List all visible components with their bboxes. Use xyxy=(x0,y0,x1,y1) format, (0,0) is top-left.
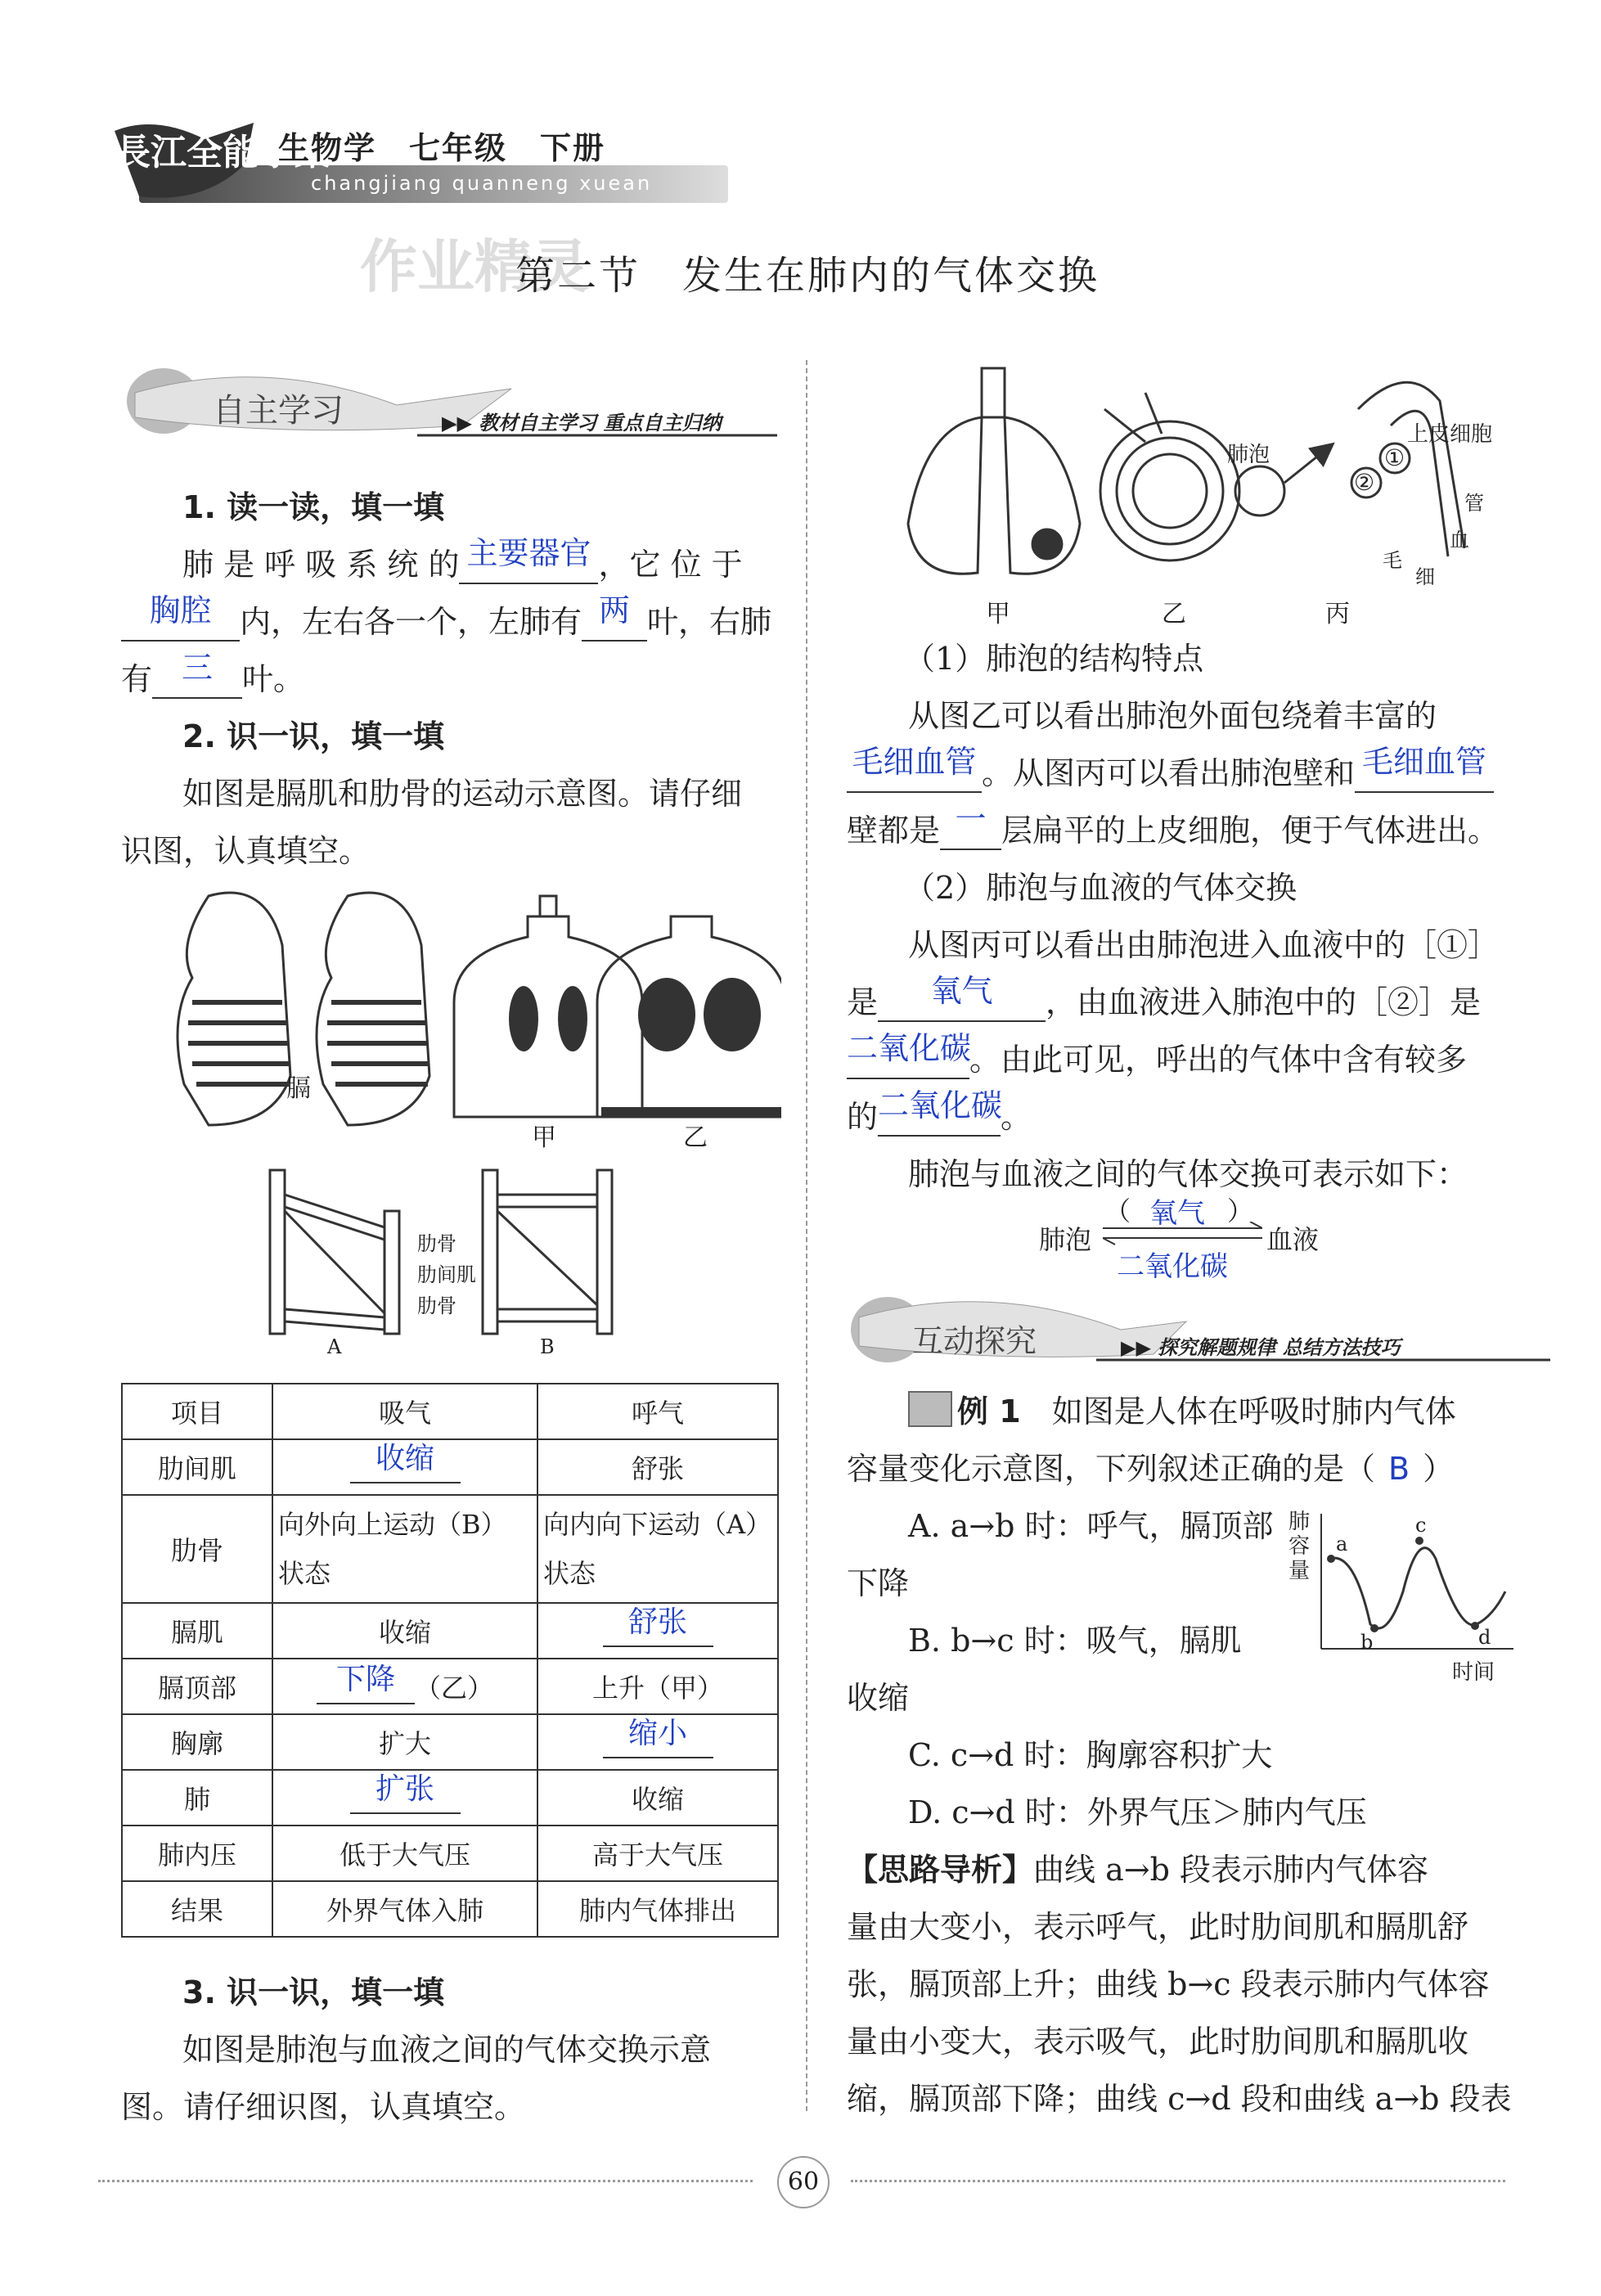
q1-answer-2: 胸腔 xyxy=(149,592,212,628)
p1-text: 。从图丙可以看出肺泡壁和 xyxy=(982,755,1356,791)
table-cell: 肺 xyxy=(122,1770,272,1826)
q1-heading: 1. 读一读，填一填 xyxy=(182,489,445,525)
book-title: 生物学 七年级 下册 xyxy=(278,130,606,166)
fig-label-epithelial: 上皮细胞 xyxy=(1407,422,1493,447)
p1-answer-3: 一 xyxy=(955,801,987,837)
table-row xyxy=(122,1439,778,1495)
fig-label-mao: 毛 xyxy=(1383,549,1402,572)
example-text: 容量变化示意图，下列叙述正确的是（ xyxy=(847,1451,1376,1487)
table-row xyxy=(122,1603,778,1659)
table-cell: 膈肌 xyxy=(122,1603,272,1659)
analysis-line5: 缩，膈顶部下降；曲线 c→d 段和曲线 a→b 段表 xyxy=(847,2081,1512,2117)
example-line1 xyxy=(957,1383,1456,1440)
table-row xyxy=(122,1881,778,1937)
respiration-table xyxy=(121,1383,779,1938)
fig-label-jia: 甲 xyxy=(986,600,1010,628)
table-row xyxy=(122,1714,778,1770)
fig-label-xue: 血 xyxy=(1450,529,1469,551)
table-cell: 向内向下运动（A）状态 xyxy=(537,1495,778,1603)
graph-point-a: a xyxy=(1336,1533,1348,1555)
fig-label-diaphragm: 膈 xyxy=(286,1074,311,1103)
q2-heading: 2. 识一识，填一填 xyxy=(182,718,445,754)
table-header-cell: 呼气 xyxy=(537,1384,778,1439)
p1-line2 xyxy=(847,745,1494,802)
table-header-cell: 项目 xyxy=(122,1384,272,1439)
p2-line2 xyxy=(847,974,1481,1031)
diaphragm-figure-graphic xyxy=(160,880,781,1141)
table-cell xyxy=(537,1603,778,1659)
table-cell: 结果 xyxy=(122,1881,272,1937)
table-cell: 高于大气压 xyxy=(537,1826,778,1881)
option-b-2: 收缩 xyxy=(847,1680,910,1716)
table-cell: 上升（甲） xyxy=(537,1659,778,1714)
p2-text-7: 肺泡与血液之间的气体交换可表示如下： xyxy=(908,1156,1468,1192)
q1-text: 内，左右各一个，左肺有 xyxy=(240,604,582,640)
p1-answer-1: 毛细血管 xyxy=(852,744,977,780)
table-cell: 向外向上运动（B）状态 xyxy=(272,1495,537,1603)
option-c: C. c→d 时：胸廓容积扩大 xyxy=(908,1737,1273,1773)
q1-text: 肺 是 呼 吸 系 统 的 xyxy=(182,547,460,583)
analysis-line3: 张，膈顶部上升；曲线 b→c 段表示肺内气体容 xyxy=(847,1966,1490,2002)
p2-text: 的 xyxy=(847,1099,879,1135)
q1-answer-1: 主要器官 xyxy=(466,535,591,571)
table-cell: 肋间肌 xyxy=(122,1439,272,1495)
fig-label-rib-1: 肋骨 xyxy=(417,1232,456,1255)
table-answer: 缩小 xyxy=(627,1716,687,1750)
brand-pinyin: changjiang quanneng xuean xyxy=(311,172,653,195)
table-cell xyxy=(272,1439,537,1495)
p2-text: 是 xyxy=(847,984,879,1020)
p2-text: 。 xyxy=(1001,1099,1032,1135)
table-cell: 肺内气体排出 xyxy=(537,1881,778,1937)
p2-answer-2: 二氧化碳 xyxy=(847,1030,972,1066)
eq-arrows xyxy=(1103,1222,1262,1246)
fig-label-circle-1: ① xyxy=(1384,444,1405,471)
table-row xyxy=(122,1826,778,1881)
fig-label-xi: 细 xyxy=(1415,565,1435,588)
column-divider xyxy=(806,360,807,2111)
eq-top-answer: 氧气 xyxy=(1149,1197,1205,1230)
p2-heading: （2）肺泡与血液的气体交换 xyxy=(904,870,1297,906)
table-cell: 肺内压 xyxy=(122,1826,272,1881)
p2-answer-3: 二氧化碳 xyxy=(878,1087,1003,1123)
p1-text-1: 从图乙可以看出肺泡外面包绕着丰富的 xyxy=(908,698,1437,734)
table-row xyxy=(122,1495,778,1603)
analysis-text: 曲线 a→b 段表示肺内气体容 xyxy=(1033,1852,1428,1888)
p2-line4 xyxy=(847,1088,1032,1146)
fig-label-circle-2: ② xyxy=(1354,469,1375,496)
table-header-row xyxy=(122,1384,778,1439)
table-answer: 下降 xyxy=(335,1663,395,1696)
table-cell: 外界气体入肺 xyxy=(272,1881,537,1937)
alveolus-figure-graphic xyxy=(900,360,1554,589)
table-cell: 膈顶部 xyxy=(122,1659,272,1714)
q1-answer-4: 三 xyxy=(182,650,214,686)
p2-text: ，由血液进入肺泡中的［②］是 xyxy=(1046,984,1482,1020)
table-suffix: （乙） xyxy=(414,1672,493,1704)
analysis-label: 【思路导析】 xyxy=(847,1852,1034,1888)
brand-logo-text: 長江全能学案 xyxy=(115,132,331,173)
table-cell: 舒张 xyxy=(537,1439,778,1495)
fig-label-b: B xyxy=(540,1335,555,1358)
option-b-1: B. b→c 时：吸气，膈肌 xyxy=(908,1623,1242,1659)
fig-label-alveolus: 肺泡 xyxy=(1227,443,1270,467)
q3-text-2: 图。请仔细识图，认真填空。 xyxy=(121,2089,526,2125)
option-d: D. c→d 时：外界气压＞肺内气压 xyxy=(908,1794,1367,1830)
rib-model-figure xyxy=(262,1162,671,1366)
example-text: ） xyxy=(1423,1451,1455,1487)
table-cell: 收缩 xyxy=(537,1770,778,1826)
q1-text: ，它 位 于 xyxy=(598,547,743,583)
option-a-2: 下降 xyxy=(847,1565,910,1601)
page-number: 60 xyxy=(777,2156,830,2208)
q1-line2 xyxy=(121,593,771,651)
example-answer: B xyxy=(1388,1451,1410,1487)
table-cell: 肋骨 xyxy=(122,1495,272,1603)
option-a-1: A. a→b 时：呼气，膈顶部 xyxy=(908,1508,1274,1544)
rib-model-graphic xyxy=(262,1162,671,1350)
example-line2 xyxy=(847,1440,1454,1497)
lung-volume-graph xyxy=(1288,1510,1518,1690)
fig-label-yi: 乙 xyxy=(1162,600,1186,628)
banner-label: 自主学习 xyxy=(213,392,344,430)
eq-bottom-answer: 二氧化碳 xyxy=(1117,1250,1228,1283)
table-cell: 胸廓 xyxy=(122,1714,272,1770)
footer-rule-right xyxy=(851,2180,1505,2182)
watermark-text: 作业精灵 xyxy=(360,233,589,300)
table-answer: 收缩 xyxy=(375,1441,434,1475)
table-cell: 低于大气压 xyxy=(272,1826,537,1881)
table-cell xyxy=(272,1659,537,1714)
p1-answer-2: 毛细血管 xyxy=(1362,744,1487,780)
fig-label-rib-2: 肋骨 xyxy=(417,1294,456,1317)
eq-paren-close: ） xyxy=(1227,1195,1254,1227)
graph-xlabel: 时间 xyxy=(1452,1660,1495,1685)
fig-label-bing: 丙 xyxy=(1325,600,1350,628)
fig-label-a: A xyxy=(327,1335,342,1358)
fig-label-guan: 管 xyxy=(1464,492,1484,515)
graph-point-d: d xyxy=(1478,1626,1491,1649)
graph-point-c: c xyxy=(1415,1514,1427,1537)
table-header-cell: 吸气 xyxy=(272,1384,537,1439)
footer-rule-left xyxy=(98,2180,753,2182)
p2-answer-1: 氧气 xyxy=(930,973,993,1009)
p2-line3 xyxy=(847,1031,1467,1088)
q2-text-1: 如图是膈肌和肋骨的运动示意图。请仔细 xyxy=(182,776,743,812)
banner-label: 互动探究 xyxy=(912,1323,1037,1359)
self-study-banner xyxy=(119,360,781,450)
table-cell xyxy=(537,1714,778,1770)
q1-text: 有 xyxy=(121,661,153,697)
p1-text: 壁都是 xyxy=(847,813,941,849)
table-cell: 收缩 xyxy=(272,1603,537,1659)
q1-text: 叶，右肺 xyxy=(647,604,772,640)
example-label: 例 1 xyxy=(957,1393,1021,1429)
q3-heading: 3. 识一识，填一填 xyxy=(182,1974,445,2010)
table-row xyxy=(122,1659,778,1714)
p1-heading: （1）肺泡的结构特点 xyxy=(904,641,1204,677)
alveolus-figure xyxy=(900,360,1554,630)
fig-label-intercostal: 肋间肌 xyxy=(417,1263,476,1286)
banner-caption: ▶▶ 探究解题规律 总结方法技巧 xyxy=(1121,1336,1401,1359)
p2-text-1: 从图丙可以看出由肺泡进入血液中的［①］ xyxy=(908,927,1500,963)
q1-answer-3: 两 xyxy=(599,592,631,628)
eq-alveolus: 肺泡 xyxy=(1039,1224,1092,1255)
p2-text: 。由此可见，呼出的气体中含有较多 xyxy=(969,1042,1468,1078)
table-cell: 扩大 xyxy=(272,1714,537,1770)
example-text: 如图是人体在呼吸时肺内气体 xyxy=(1051,1393,1456,1429)
p1-line3 xyxy=(847,802,1499,859)
analysis-line2: 量由大变小，表示呼气，此时肋间肌和膈肌舒 xyxy=(847,1909,1469,1945)
section-title: 第二节 发生在肺内的气体交换 xyxy=(515,253,1100,299)
exchange-equation xyxy=(1039,1191,1399,1281)
fig-label-jia: 甲 xyxy=(532,1123,556,1152)
q1-text: 叶。 xyxy=(242,661,305,697)
eq-paren-open: （ xyxy=(1104,1195,1131,1227)
graph-ylabel: 肺容量 xyxy=(1288,1510,1311,1583)
table-answer: 扩张 xyxy=(375,1772,434,1806)
p1-text: 层扁平的上皮细胞，便于气体进出。 xyxy=(1001,813,1500,849)
graph-point-b: b xyxy=(1360,1631,1374,1654)
table-answer: 舒张 xyxy=(627,1605,687,1639)
q1-line3 xyxy=(121,651,304,708)
example-icon xyxy=(908,1391,952,1427)
table-cell xyxy=(272,1770,537,1826)
banner-caption: ▶▶ 教材自主学习 重点自主归纳 xyxy=(442,412,722,434)
analysis-line4: 量由小变大，表示吸气，此时肋间肌和膈肌收 xyxy=(847,2024,1469,2060)
q3-text-1: 如图是肺泡与血液之间的气体交换示意 xyxy=(182,2032,712,2068)
diaphragm-figure xyxy=(160,880,781,1152)
q1-line1 xyxy=(182,536,743,593)
interactive-banner xyxy=(843,1285,1554,1375)
analysis-line1 xyxy=(847,1841,1428,1898)
table-row xyxy=(122,1770,778,1826)
q2-text-2: 识图，认真填空。 xyxy=(121,833,371,869)
eq-blood: 血液 xyxy=(1266,1224,1320,1255)
fig-label-yi: 乙 xyxy=(683,1123,708,1152)
